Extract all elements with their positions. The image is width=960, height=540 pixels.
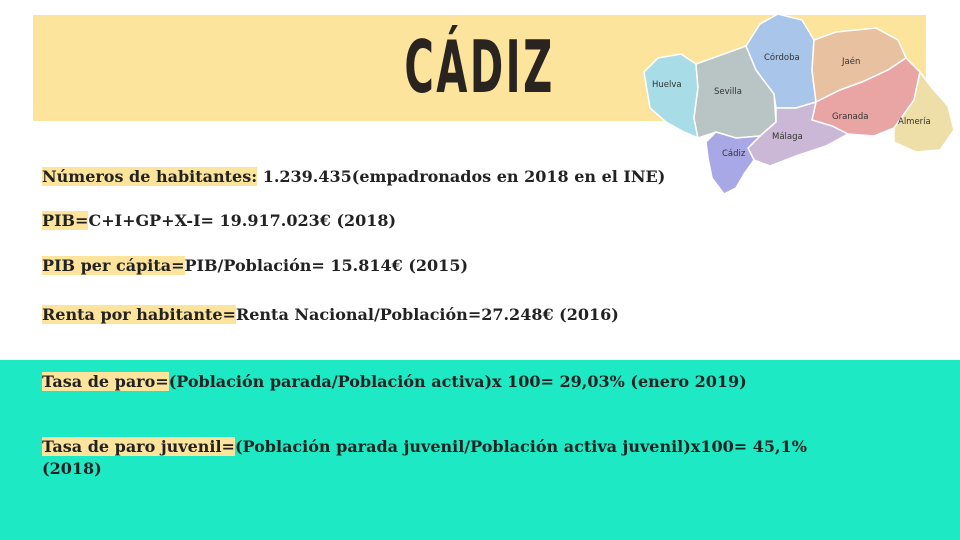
stat-label-pib: PIB= bbox=[42, 211, 89, 230]
page-title: CÁDIZ bbox=[404, 25, 555, 109]
stat-value-pib: C+I+GP+X-I= 19.917.023€ (2018) bbox=[88, 211, 397, 230]
map-label-cadiz: Cádiz bbox=[722, 149, 746, 159]
stat-value-tasa-paro: (Población parada/Población activa)x 100= 29,03% (enero 2019) bbox=[168, 372, 747, 391]
stat-value-habitantes: 1.239.435(empadronados en 2018 en el INE) bbox=[257, 167, 666, 186]
andalusia-map bbox=[636, 10, 960, 200]
stat-line-pib-per-capita bbox=[42, 255, 468, 277]
map-label-sevilla: Sevilla bbox=[714, 87, 742, 97]
map-label-jaen: Jaén bbox=[842, 57, 861, 67]
map-label-almeria: Almería bbox=[898, 117, 931, 127]
map-label-malaga: Málaga bbox=[772, 132, 803, 142]
map-region-huelva bbox=[644, 54, 698, 138]
map-label-huelva: Huelva bbox=[652, 80, 682, 90]
map-label-cordoba: Córdoba bbox=[764, 53, 800, 63]
map-label-granada: Granada bbox=[832, 112, 869, 122]
stat-label-habitantes: Números de habitantes: bbox=[42, 167, 258, 186]
stat-line-tasa-paro-juvenil bbox=[42, 436, 872, 480]
stat-value-pib-per-capita: PIB/Población= 15.814€ (2015) bbox=[184, 256, 469, 275]
stat-line-habitantes bbox=[42, 166, 665, 188]
stat-value-renta: Renta Nacional/Población=27.248€ (2016) bbox=[235, 305, 619, 324]
stat-line-pib bbox=[42, 210, 396, 232]
stat-label-renta: Renta por habitante= bbox=[42, 305, 236, 324]
stat-label-tasa-paro-juvenil: Tasa de paro juvenil= bbox=[42, 437, 235, 456]
map-region-cadiz bbox=[706, 132, 760, 194]
stat-line-tasa-paro bbox=[42, 371, 747, 393]
stat-value-tasa-paro-juvenil: (Población parada juvenil/Población activa juvenil)x100= 45,1% (2018) bbox=[42, 437, 807, 478]
stat-label-tasa-paro: Tasa de paro= bbox=[42, 372, 169, 391]
stat-label-pib-per-capita: PIB per cápita= bbox=[42, 256, 185, 275]
stat-line-renta bbox=[42, 304, 619, 326]
